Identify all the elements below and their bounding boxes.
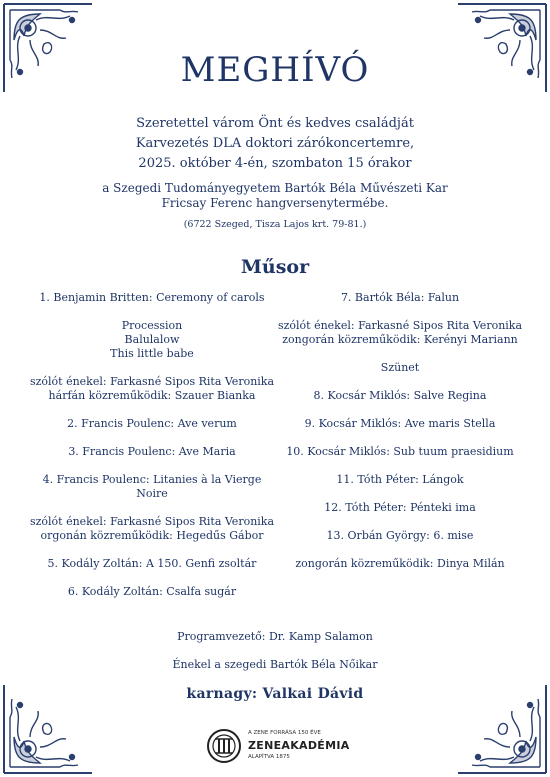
program-item: 6. Kodály Zoltán: Csalfa sugár (67, 585, 237, 598)
program-item: 9. Kocsár Miklós: Ave maris Stella (304, 417, 496, 430)
intro-line: 2025. október 4-én, szombaton 15 órakor (138, 156, 412, 171)
conductor-line: karnagy: Valkai Dávid (186, 686, 364, 702)
program-column-right (270, 291, 530, 585)
invitation-title: MEGHÍVÓ (180, 50, 370, 90)
program-heading: Műsor (240, 256, 310, 278)
program-item: 4. Francis Poulenc: Litanies à la Vierge Noire (42, 473, 262, 500)
program-item: 7. Bartók Béla: Falun (340, 291, 460, 304)
program-item: Procession Balulalow This little babe (110, 319, 194, 360)
program-item: szólót énekel: Farkasné Sipos Rita Veronika zongorán közreműködik: Kerényi Mariann (277, 319, 523, 346)
program-item: 11. Tóth Péter: Lángok (336, 473, 464, 486)
program-item: 13. Orbán György: 6. mise (326, 529, 474, 542)
program-item: szólót énekel: Farkasné Sipos Rita Veronika orgonán közreműködik: Hegedűs Gábor (29, 515, 275, 542)
choir-line: Énekel a szegedi Bartók Béla Nőikar (172, 658, 378, 671)
zeneakademia-logo (206, 726, 350, 766)
invitation-footer (0, 630, 550, 702)
address-line: (6722 Szeged, Tisza Lajos krt. 79-81.) (183, 219, 367, 230)
program-item-text: 1. Benjamin Britten: Ceremony of carols (39, 291, 265, 304)
program-item: 5. Kodály Zoltán: A 150. Genfi zsoltár (47, 557, 257, 570)
intro-line: Szeretettel várom Önt és kedves családját (136, 116, 414, 131)
program-item: zongorán közreműködik: Dinya Milán (295, 557, 505, 570)
presenter-line: Programvezető: Dr. Kamp Salamon (177, 630, 373, 643)
venue-line: a Szegedi Tudományegyetem Bartók Béla Művészeti Kar (102, 181, 448, 195)
program-column-left (22, 291, 282, 613)
intermission-label: Szünet (380, 361, 420, 374)
venue-line: Fricsay Ferenc hangversenytermébe. (161, 196, 389, 210)
program-item: 10. Kocsár Miklós: Sub tuum praesidium (286, 445, 514, 458)
invitation-intro (0, 114, 550, 232)
logo-founded: ALAPÍTVA 1875 (248, 754, 290, 760)
academy-emblem-icon (206, 728, 242, 764)
program-item: szólót énekel: Farkasné Sipos Rita Veronika hárfán közreműködik: Szauer Bianka (29, 375, 275, 402)
program-item (22, 291, 282, 305)
intro-line: Karvezetés DLA doktori zárókoncertemre, (135, 136, 415, 151)
logo-tagline: A ZENE FORRÁSA 150 ÉVE (248, 730, 321, 736)
program-item: 12. Tóth Péter: Pénteki ima (324, 501, 476, 514)
program-item: 3. Francis Poulenc: Ave Maria (68, 445, 236, 458)
program-item: 8. Kocsár Miklós: Salve Regina (313, 389, 487, 402)
program-item: 2. Francis Poulenc: Ave verum (67, 417, 237, 430)
logo-name: ZENEAKADÉMIA (248, 739, 350, 752)
